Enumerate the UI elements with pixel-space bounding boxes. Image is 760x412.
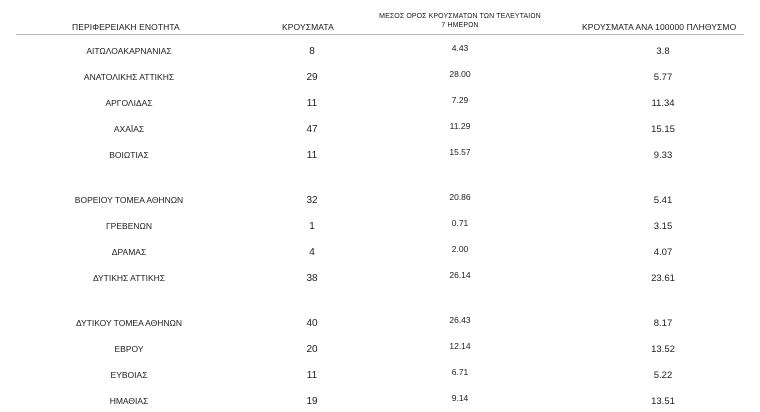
cell-avg-7d: 7.29	[451, 95, 469, 105]
cell-region: ΑΡΓΟΛΙΔΑΣ	[105, 98, 153, 108]
cell-per-100k: 3.8	[656, 46, 670, 57]
cell-cases: 8	[309, 46, 315, 57]
cell-region: ΔΥΤΙΚΗΣ ΑΤΤΙΚΗΣ	[92, 273, 166, 283]
cell-avg-7d: 28.00	[449, 69, 471, 79]
cell-cases: 1	[309, 221, 315, 232]
cell-region: ΗΜΑΘΙΑΣ	[109, 396, 149, 406]
cell-region: ΒΟΙΩΤΙΑΣ	[109, 150, 149, 160]
cell-avg-7d: 0.71	[451, 218, 469, 228]
cell-avg-7d: 9.14	[451, 393, 469, 403]
cell-region: ΕΒΡΟΥ	[114, 344, 144, 354]
cell-cases: 40	[306, 318, 318, 329]
cell-cases: 11	[306, 98, 318, 109]
cell-cases: 19	[306, 396, 318, 407]
cell-cases: 38	[306, 273, 318, 284]
cell-per-100k: 9.33	[653, 150, 673, 161]
cell-per-100k: 5.22	[653, 370, 673, 381]
cell-cases: 47	[306, 124, 318, 135]
cell-region: ΑΝΑΤΟΛΙΚΗΣ ΑΤΤΙΚΗΣ	[83, 72, 175, 82]
cell-per-100k: 23.61	[651, 273, 675, 284]
cell-avg-7d: 20.86	[449, 192, 471, 202]
cell-region: ΕΥΒΟΙΑΣ	[110, 370, 148, 380]
cell-cases: 20	[306, 344, 318, 355]
header-avg-7d: ΜΕΣΟΣ ΟΡΟΣ ΚΡΟΥΣΜΑΤΩΝ ΤΩΝ ΤΕΛΕΥΤΑΙΩΝ 7 ΗΜΕΡΩΝ	[379, 13, 541, 29]
header-cases: ΚΡΟΥΣΜΑΤΑ	[282, 22, 334, 32]
cell-region: ΔΥΤΙΚΟΥ ΤΟΜΕΑ ΑΘΗΝΩΝ	[75, 318, 183, 328]
cell-avg-7d: 26.43	[449, 315, 471, 325]
cell-cases: 29	[306, 72, 318, 83]
cell-per-100k: 4.07	[653, 247, 673, 258]
cell-per-100k: 13.51	[651, 396, 675, 407]
cell-avg-7d: 6.71	[451, 367, 469, 377]
cell-per-100k: 13.52	[651, 344, 675, 355]
cell-avg-7d: 26.14	[449, 270, 471, 280]
cell-per-100k: 8.17	[653, 318, 673, 329]
header-region: ΠΕΡΙΦΕΡΕΙΑΚΗ ΕΝΟΤΗΤΑ	[72, 22, 180, 32]
cell-region: ΓΡΕΒΕΝΩΝ	[106, 221, 152, 231]
cell-avg-7d: 12.14	[449, 341, 471, 351]
header-per-100k: ΚΡΟΥΣΜΑΤΑ ΑΝΑ 100000 ΠΛΗΘΥΣΜΟ	[582, 22, 737, 32]
cell-per-100k: 5.41	[653, 195, 673, 206]
cell-per-100k: 15.15	[651, 124, 675, 135]
cell-cases: 11	[306, 150, 318, 161]
cell-avg-7d: 15.57	[449, 147, 471, 157]
cell-region: ΑΙΤΩΛΟΑΚΑΡΝΑΝΙΑΣ	[86, 46, 172, 56]
cell-cases: 4	[309, 247, 315, 258]
cell-per-100k: 5.77	[653, 72, 673, 83]
cell-region: ΑΧΑΪΑΣ	[113, 124, 145, 134]
cell-cases: 32	[306, 195, 318, 206]
cell-per-100k: 11.34	[651, 98, 675, 109]
header-divider	[16, 34, 744, 35]
cell-region: ΔΡΑΜΑΣ	[111, 247, 147, 257]
cell-cases: 11	[306, 370, 318, 381]
cell-avg-7d: 11.29	[449, 121, 471, 131]
cell-region: ΒΟΡΕΙΟΥ ΤΟΜΕΑ ΑΘΗΝΩΝ	[74, 195, 184, 205]
cell-avg-7d: 4.43	[451, 43, 469, 53]
cell-per-100k: 3.15	[653, 221, 673, 232]
cell-avg-7d: 2.00	[451, 244, 469, 254]
